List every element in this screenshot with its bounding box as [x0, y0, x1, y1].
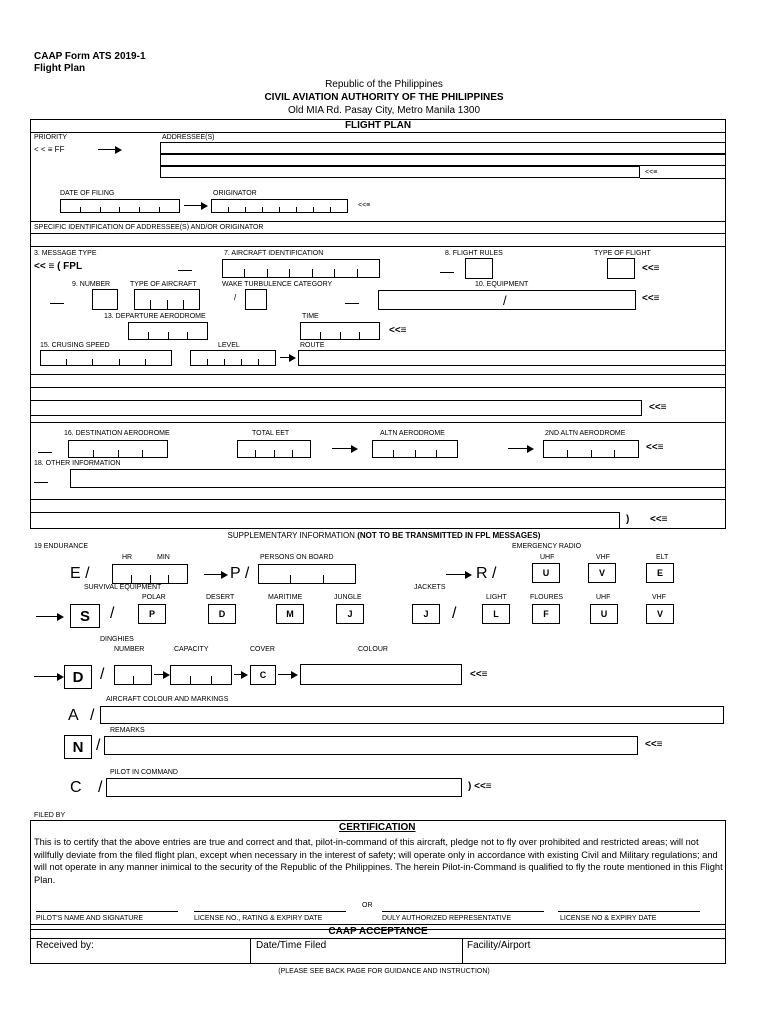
type-of-flight-input[interactable]: [607, 258, 635, 279]
jungle-label: JUNGLE: [334, 594, 362, 601]
uhf-label: UHF: [540, 554, 555, 561]
divider: [30, 938, 726, 939]
light-box[interactable]: L: [482, 604, 510, 624]
divider: [250, 938, 251, 964]
jackets-label: JACKETS: [414, 584, 446, 591]
arrow-icon: [204, 570, 228, 580]
form-code: CAAP Form ATS 2019-1: [34, 51, 146, 62]
radio-vhf-box[interactable]: V: [588, 563, 616, 583]
departure-label: 13. DEPARTURE AERODROME: [104, 313, 206, 320]
route-line: [30, 374, 726, 375]
arrow-icon: [508, 444, 534, 454]
time-label: TIME: [302, 313, 319, 320]
date-of-filing-input[interactable]: [60, 199, 180, 213]
number-input[interactable]: [92, 289, 118, 310]
aircraft-colour-input[interactable]: [100, 706, 724, 724]
persons-label: PERSONS ON BOARD: [260, 554, 334, 561]
radio-uhf-box[interactable]: U: [532, 563, 560, 583]
pilot-prefix: C: [70, 779, 82, 796]
aircraft-id-input[interactable]: [222, 259, 380, 278]
elt-label: ELT: [656, 554, 669, 561]
arrow-icon: [36, 612, 64, 622]
endurance-prefix: E /: [70, 565, 90, 582]
min-label: MIN: [157, 554, 170, 561]
maritime-box[interactable]: M: [276, 604, 304, 624]
number-label: 9. NUMBER: [72, 281, 111, 288]
signature-line[interactable]: [36, 911, 178, 912]
jackets-box[interactable]: J: [412, 604, 440, 624]
license-rating-label: LICENSE NO., RATING & EXPIRY DATE: [194, 915, 323, 922]
slash: /: [234, 293, 237, 302]
destination-label: 16. DESTINATION AERODROME: [64, 430, 170, 437]
end-marker: <<≡: [389, 325, 407, 336]
persons-input[interactable]: [258, 564, 356, 584]
uhf2-label: UHF: [596, 594, 611, 601]
endurance-input[interactable]: [112, 564, 188, 584]
addressee-line-1[interactable]: [160, 142, 726, 154]
dash: [440, 272, 454, 273]
slash: /: [452, 605, 457, 622]
end-marker: <<≡: [650, 514, 668, 525]
dinghies-label: DINGHIES: [100, 636, 134, 643]
pilot-signature-label: PILOT'S NAME AND SIGNATURE: [36, 915, 144, 922]
slash: /: [96, 737, 101, 754]
other-info-label: 18. OTHER INFORMATION: [34, 460, 121, 467]
flight-rules-input[interactable]: [465, 258, 493, 279]
equipment-slash: /: [503, 293, 507, 308]
vhf2-label: VHF: [652, 594, 666, 601]
other-info-input-last[interactable]: [30, 512, 620, 529]
uhf2-box[interactable]: U: [590, 604, 618, 624]
message-type-value: << ≡ ( FPL: [34, 261, 83, 272]
slash: /: [100, 666, 105, 683]
originator-label: ORIGINATOR: [213, 190, 257, 197]
arrow-icon: [332, 444, 358, 454]
route-line: [30, 387, 726, 388]
dinghies-number-label: NUMBER: [114, 646, 145, 653]
divider: [30, 221, 726, 222]
divider: [462, 938, 463, 964]
dash: [178, 270, 192, 271]
radio-elt-box[interactable]: E: [646, 563, 674, 583]
second-altn-label: 2ND ALTN AERODROME: [545, 430, 626, 437]
dash: [34, 482, 48, 483]
acceptance-title: CAAP ACCEPTANCE: [328, 926, 428, 937]
arrow-icon: [234, 670, 248, 680]
dash: [38, 452, 52, 453]
end-marker: <<≡: [649, 402, 667, 413]
pilot-in-command-input[interactable]: [106, 778, 462, 797]
end-marker: <<≡: [642, 293, 660, 304]
divider: [30, 422, 726, 423]
radio-prefix: R /: [476, 565, 497, 582]
certification-title: CERTIFICATION: [339, 822, 416, 833]
arrow-icon: [98, 145, 122, 155]
light-label: LIGHT: [486, 594, 507, 601]
cruising-speed-input[interactable]: [40, 350, 172, 366]
originator-end-marker: <<≡: [358, 202, 371, 209]
second-altn-input[interactable]: [543, 440, 639, 458]
dinghies-number-input[interactable]: [114, 665, 152, 685]
flight-plan-title: FLIGHT PLAN: [344, 120, 412, 131]
divider: [30, 233, 726, 234]
cover-label: COVER: [250, 646, 275, 653]
divider: [30, 246, 726, 247]
dinghies-d-box[interactable]: D: [64, 665, 92, 689]
end-marker: <<≡: [646, 442, 664, 453]
republic-line: Republic of the Philippines: [325, 79, 443, 90]
emergency-radio-label: EMERGENCY RADIO: [512, 543, 582, 550]
address-line: Old MIA Rd. Pasay City, Metro Manila 1300: [287, 105, 481, 116]
capacity-input[interactable]: [170, 665, 232, 685]
date-of-filing-label: DATE OF FILING: [60, 190, 115, 197]
colour-input[interactable]: [300, 664, 462, 685]
pilot-in-command-label: PILOT IN COMMAND: [110, 769, 178, 776]
equipment-input[interactable]: [378, 290, 636, 310]
end-marker: <<≡: [470, 669, 488, 680]
persons-prefix: P /: [230, 565, 250, 582]
arrow-icon: [184, 201, 208, 211]
other-info-input[interactable]: [70, 469, 726, 488]
divider: [640, 178, 726, 179]
type-of-aircraft-input[interactable]: [134, 289, 200, 310]
desert-box[interactable]: D: [208, 604, 236, 624]
markings-prefix: A: [68, 707, 79, 724]
certification-body: This is to certify that the above entries are true and correct and that, pilot-in-command of this aircraft, pledge not to fly over prohibited and restricted areas; will not willfully deviate from the filed flight plan, except when necessary in the interest of safety; will operate only in accordance with existing Civil and Military regulations; and will not operate in any manner inimical to the security of the Republic of the Philippines. The herein Pilot-in-Command is qualified to fly the route mentioned in this Flight Plan.: [34, 837, 723, 885]
addressee-line-3[interactable]: [160, 166, 640, 178]
arrow-icon: [34, 672, 64, 682]
or-label: OR: [362, 902, 373, 909]
addressee-label: ADDRESSEE(S): [162, 134, 215, 141]
slash: /: [110, 605, 115, 622]
floures-box[interactable]: F: [532, 604, 560, 624]
slash: /: [90, 707, 95, 724]
time-input[interactable]: [300, 322, 380, 340]
dash: [50, 303, 64, 304]
level-input[interactable]: [190, 350, 276, 366]
level-label: LEVEL: [218, 342, 240, 349]
survival-equipment-label: SURVIVAL EQUIPMENT: [84, 584, 162, 591]
flight-rules-label: 8. FLIGHT RULES: [445, 250, 503, 257]
route-input[interactable]: [298, 350, 726, 366]
route-input-last[interactable]: [30, 400, 642, 416]
capacity-label: CAPACITY: [174, 646, 209, 653]
priority-value: < < ≡ FF: [34, 145, 65, 154]
end-marker: <<≡: [645, 739, 663, 750]
destination-input[interactable]: [68, 440, 168, 458]
license-expiry-label: LICENSE NO & EXPIRY DATE: [560, 915, 657, 922]
wake-turbulence-input[interactable]: [245, 289, 267, 310]
authority-line: CIVIL AVIATION AUTHORITY OF THE PHILIPPINES: [264, 92, 504, 103]
originator-input[interactable]: [211, 199, 348, 213]
facility-airport-field[interactable]: Facility/Airport: [467, 940, 531, 951]
cruising-speed-label: 15. CRUSING SPEED: [40, 342, 110, 349]
footer-note: (PLEASE SEE BACK PAGE FOR GUIDANCE AND INSTRUCTION): [278, 968, 490, 975]
wake-turbulence-label: WAKE TURBULENCE CATEGORY: [222, 281, 333, 288]
arrow-icon: [278, 670, 298, 680]
vhf-label: VHF: [596, 554, 610, 561]
hr-label: HR: [122, 554, 133, 561]
remarks-n-box[interactable]: N: [64, 735, 92, 759]
message-type-label: 3. MESSAGE TYPE: [34, 250, 97, 257]
polar-label: POLAR: [142, 594, 166, 601]
signature-line[interactable]: [382, 911, 544, 912]
authorized-rep-label: DULY AUTHORIZED REPRESENTATIVE: [382, 915, 512, 922]
other-info-line: [30, 499, 726, 500]
close-paren: ): [626, 514, 630, 525]
jungle-box[interactable]: J: [336, 604, 364, 624]
end-marker: <<≡: [645, 169, 658, 176]
addressee-line-2[interactable]: [160, 154, 726, 166]
remarks-input[interactable]: [104, 736, 638, 755]
departure-input[interactable]: [128, 322, 208, 340]
end-marker: <<≡: [642, 263, 660, 274]
supplementary-title: SUPPLEMENTARY INFORMATION (NOT TO BE TRANSMITTED IN FPL MESSAGES): [227, 531, 541, 540]
polar-box[interactable]: P: [138, 604, 166, 624]
arrow-icon: [154, 670, 170, 680]
equipment-label: 10. EQUIPMENT: [475, 281, 529, 288]
arrow-icon: [280, 353, 296, 363]
remarks-label: REMARKS: [110, 727, 145, 734]
divider: [30, 132, 726, 133]
priority-label: PRIORITY: [34, 134, 68, 141]
aircraft-colour-label: AIRCRAFT COLOUR AND MARKINGS: [106, 696, 229, 703]
type-of-aircraft-label: TYPE OF AIRCRAFT: [130, 281, 197, 288]
arrow-icon: [446, 570, 472, 580]
end-marker: ) <<≡: [468, 781, 492, 792]
type-of-flight-label: TYPE OF FLIGHT: [594, 250, 651, 257]
altn-aerodrome-input[interactable]: [372, 440, 458, 458]
slash: /: [98, 779, 103, 796]
floures-label: FLOURES: [530, 594, 564, 601]
survival-s-box[interactable]: S: [70, 604, 100, 628]
aircraft-id-label: 7. AIRCRAFT IDENTIFICATION: [224, 250, 324, 257]
specific-id-label: SPECIFIC IDENTIFICATION OF ADDRESSEE(S) AND/OR ORIGINATOR: [34, 224, 264, 231]
signature-line[interactable]: [194, 911, 346, 912]
vhf2-box[interactable]: V: [646, 604, 674, 624]
maritime-label: MARITIME: [268, 594, 303, 601]
total-eet-input[interactable]: [237, 440, 311, 458]
total-eet-label: TOTAL EET: [252, 430, 290, 437]
dash: [345, 303, 359, 304]
endurance-label: 19 ENDURANCE: [34, 543, 89, 550]
route-label: ROUTE: [300, 342, 325, 349]
desert-label: DESERT: [206, 594, 235, 601]
filed-by-label: FILED BY: [34, 812, 66, 819]
cover-box[interactable]: C: [250, 665, 276, 685]
received-by-field[interactable]: Received by:: [36, 940, 94, 951]
datetime-filed-field[interactable]: Date/Time Filed: [256, 940, 327, 951]
form-name: Flight Plan: [34, 63, 86, 74]
colour-label: COLOUR: [358, 646, 388, 653]
signature-line[interactable]: [558, 911, 700, 912]
altn-aerodrome-label: ALTN AERODROME: [380, 430, 445, 437]
